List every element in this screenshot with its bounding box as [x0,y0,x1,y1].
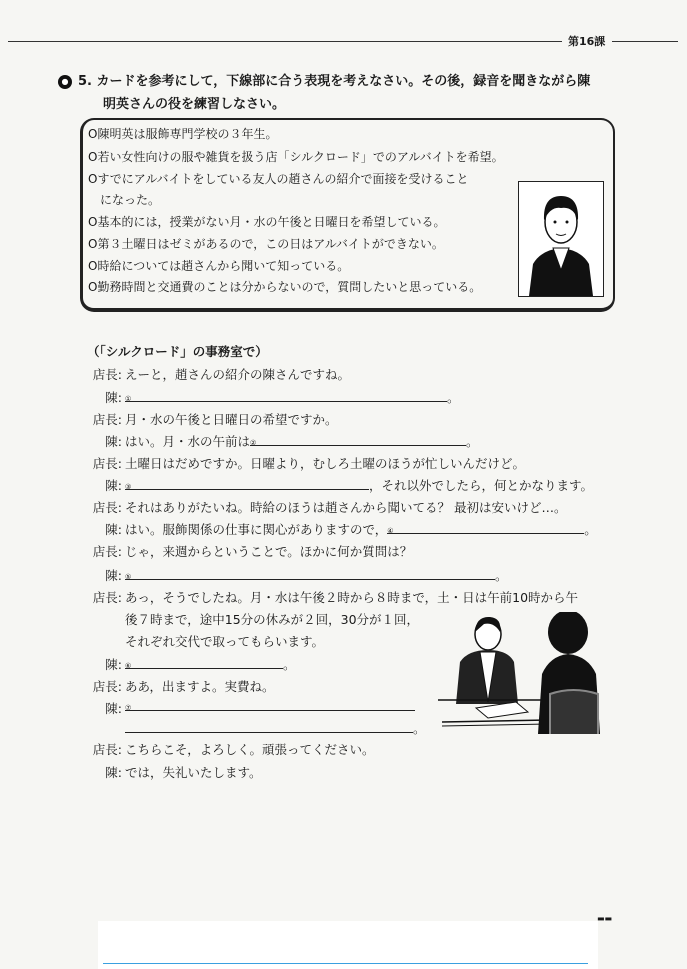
speaker-manager: 店長: [92,456,122,471]
card-item: O陳明英は服飾専門学校の３年生。 [88,127,278,141]
footer-rule [103,963,588,964]
answer-blank-2[interactable] [250,434,466,446]
speaker-chen: 陳: [105,478,122,493]
answer-blank-3[interactable] [125,478,369,490]
period: 。 [495,568,508,583]
answer-blank-7[interactable] [125,699,415,711]
speaker-manager: 店長: [92,590,122,605]
card-item: Oすでにアルバイトをしている友人の趙さんの紹介で面接を受けること [88,172,469,186]
speaker-chen: 陳: [105,765,122,780]
speaker-manager: 店長: [92,412,122,427]
period: 。 [283,657,296,672]
answer-blank-6[interactable] [125,657,283,669]
blank-number: ③ [125,483,132,491]
dialogue-setting: （「シルクロード」の事務室で） [87,344,268,359]
dialogue-line: 月・水の午後と日曜日の希望ですか。 [125,412,338,427]
blank-number: ② [250,439,257,447]
answer-row-2 [125,432,479,450]
speaker-manager: 店長: [92,500,122,515]
dialogue-line: それはありがたいね。時給のほうは趙さんから聞いてる？ 最初は安いけど…。 [125,500,567,515]
answer-row-6 [125,655,296,673]
speaker-chen: 陳: [105,434,122,449]
card-item: O時給については趙さんから聞いて知っている。 [88,259,350,273]
audio-disc-icon: ● [58,75,72,89]
dialogue-line: こちらこそ，よろしく。頑張ってください。 [125,742,375,757]
exercise-number: 5. [78,74,92,89]
answer-blank-1[interactable] [125,390,447,402]
dialogue-line: ，それ以外でしたら，何とかなります。 [369,478,594,493]
blank-number: ④ [387,527,394,535]
dialogue-line: えーと，趙さんの紹介の陳さんですね。 [125,367,351,382]
page-number-fragment: ▬▬ [597,914,613,923]
speaker-manager: 店長: [92,367,122,382]
card-item: O基本的には，授業がない月・水の午後と日曜日を希望している。 [88,215,446,229]
blank-number: ⑥ [125,662,132,670]
lesson-label: 第16課 [568,35,606,48]
student-portrait-illustration [518,181,604,297]
answer-row-3 [125,476,593,494]
dialogue-line: ああ，出ますよ。実費ね。 [125,679,275,694]
period: 。 [413,721,426,736]
answer-row-7b [125,719,426,737]
period: 。 [466,434,479,449]
instruction-text-2: 明英さんの役を練習しなさい。 [103,97,286,112]
dialogue-line: じゃ，来週からということで。ほかに何か質問は？ [125,544,413,559]
dialogue-line: 後７時まで，途中15分の休みが２回，30分が１回， [125,612,420,627]
answer-row-5 [125,566,508,584]
header-rule [612,41,678,42]
header-rule [8,41,562,42]
dialogue-line: はい。月・水の午前は [125,434,251,449]
answer-row-1 [125,388,460,406]
answer-blank-7-continued[interactable] [125,721,413,733]
blank-number: ⑤ [125,573,132,581]
answer-row-4 [125,520,597,538]
page-footer [98,921,598,969]
card-item: になった。 [88,193,161,207]
speaker-chen: 陳: [105,568,122,583]
speaker-chen: 陳: [105,390,122,405]
answer-blank-5[interactable] [125,568,495,580]
card-item: O若い女性向けの服や雑貨を扱う店「シルクロード」でのアルバイトを希望。 [88,150,504,164]
speaker-manager: 店長: [92,544,122,559]
dialogue-line: 土曜日はだめですか。日曜より，むしろ土曜のほうが忙しいんだけど。 [125,456,526,471]
speaker-manager: 店長: [92,679,122,694]
speaker-chen: 陳: [105,701,122,716]
blank-number: ① [125,395,132,403]
dialogue-line: では，失礼いたします。 [125,765,262,780]
interview-illustration [438,612,608,737]
period: 。 [447,390,460,405]
speaker-chen: 陳: [105,657,122,672]
dialogue-line: はい。服飾関係の仕事に関心がありますので， [125,522,388,537]
speaker-manager: 店長: [92,742,122,757]
dialogue-line: あっ，そうでしたね。月・水は午後２時から８時まで，土・日は午前10時から午 [125,590,579,605]
answer-blank-4[interactable] [387,522,584,534]
card-item: O第３土曜日はゼミがあるので，この日はアルバイトができない。 [88,237,444,251]
exercise-instruction [58,70,590,89]
dialogue-line: それぞれ交代で取ってもらいます。 [125,634,325,649]
instruction-text: カードを参考にして，下線部に合う表現を考えなさい。その後，録音を聞きながら陳 [96,74,591,89]
card-item: O勤務時間と交通費のことは分からないので，質問したいと思っている。 [88,280,482,294]
answer-row-7 [125,699,415,714]
speaker-chen: 陳: [105,522,122,537]
period: 。 [584,522,597,537]
blank-number: ⑦ [125,704,132,712]
